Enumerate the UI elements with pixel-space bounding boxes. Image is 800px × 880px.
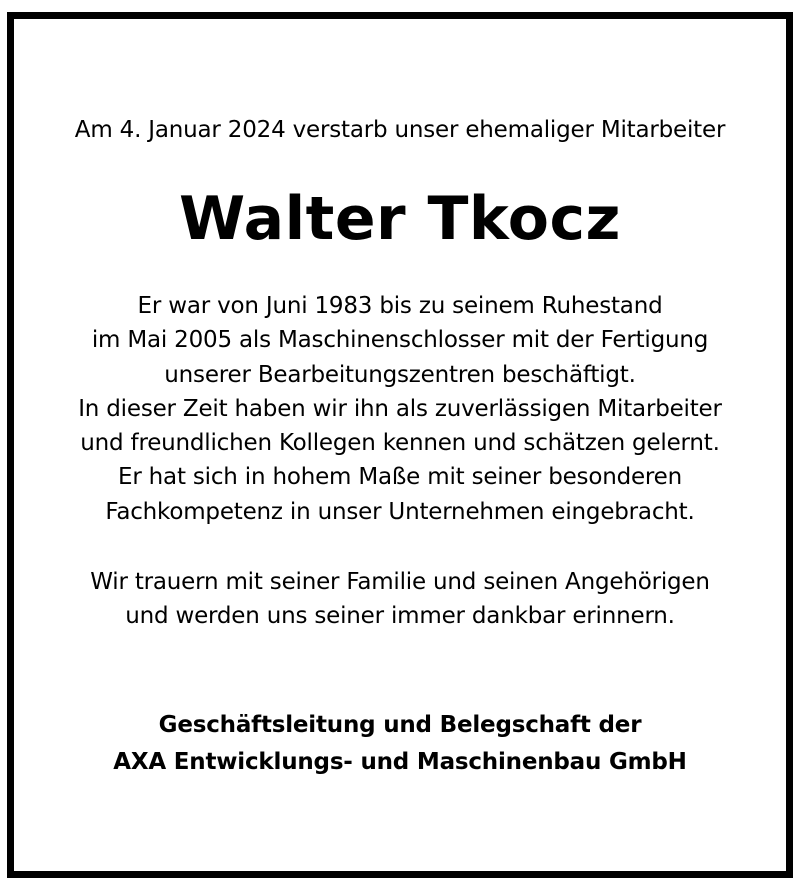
signature-line: Geschäftsleitung und Belegschaft der bbox=[158, 712, 642, 738]
body-line: und freundlichen Kollegen kennen und schätzen gelernt. bbox=[80, 430, 720, 457]
obituary-notice bbox=[7, 12, 793, 878]
body-line: Er hat sich in hohem Maße mit seiner besonderen bbox=[117, 464, 683, 491]
closing-line: und werden uns seiner immer dankbar erinnern. bbox=[125, 603, 675, 629]
closing-paragraph bbox=[14, 565, 786, 633]
signature-block bbox=[14, 707, 786, 781]
deceased-name: Walter Tkocz bbox=[179, 184, 621, 254]
body-line: im Mai 2005 als Maschinenschlosser mit der Fertigung bbox=[91, 327, 709, 354]
intro-text: Am 4. Januar 2024 verstarb unser ehemaliger Mitarbeiter bbox=[74, 117, 726, 143]
signature-line: AXA Entwicklungs- und Maschinenbau GmbH bbox=[113, 749, 687, 775]
body-line: unserer Bearbeitungszentren beschäftigt. bbox=[164, 361, 636, 388]
body-line: Fachkompetenz in unser Unternehmen eingebracht. bbox=[105, 498, 695, 525]
closing-line: Wir trauern mit seiner Familie und seinen Angehörigen bbox=[90, 569, 710, 595]
body-paragraph bbox=[14, 289, 786, 529]
body-line: Er war von Juni 1983 bis zu seinem Ruhestand bbox=[137, 293, 663, 319]
body-line: In dieser Zeit haben wir ihn als zuverlässigen Mitarbeiter bbox=[78, 395, 722, 422]
